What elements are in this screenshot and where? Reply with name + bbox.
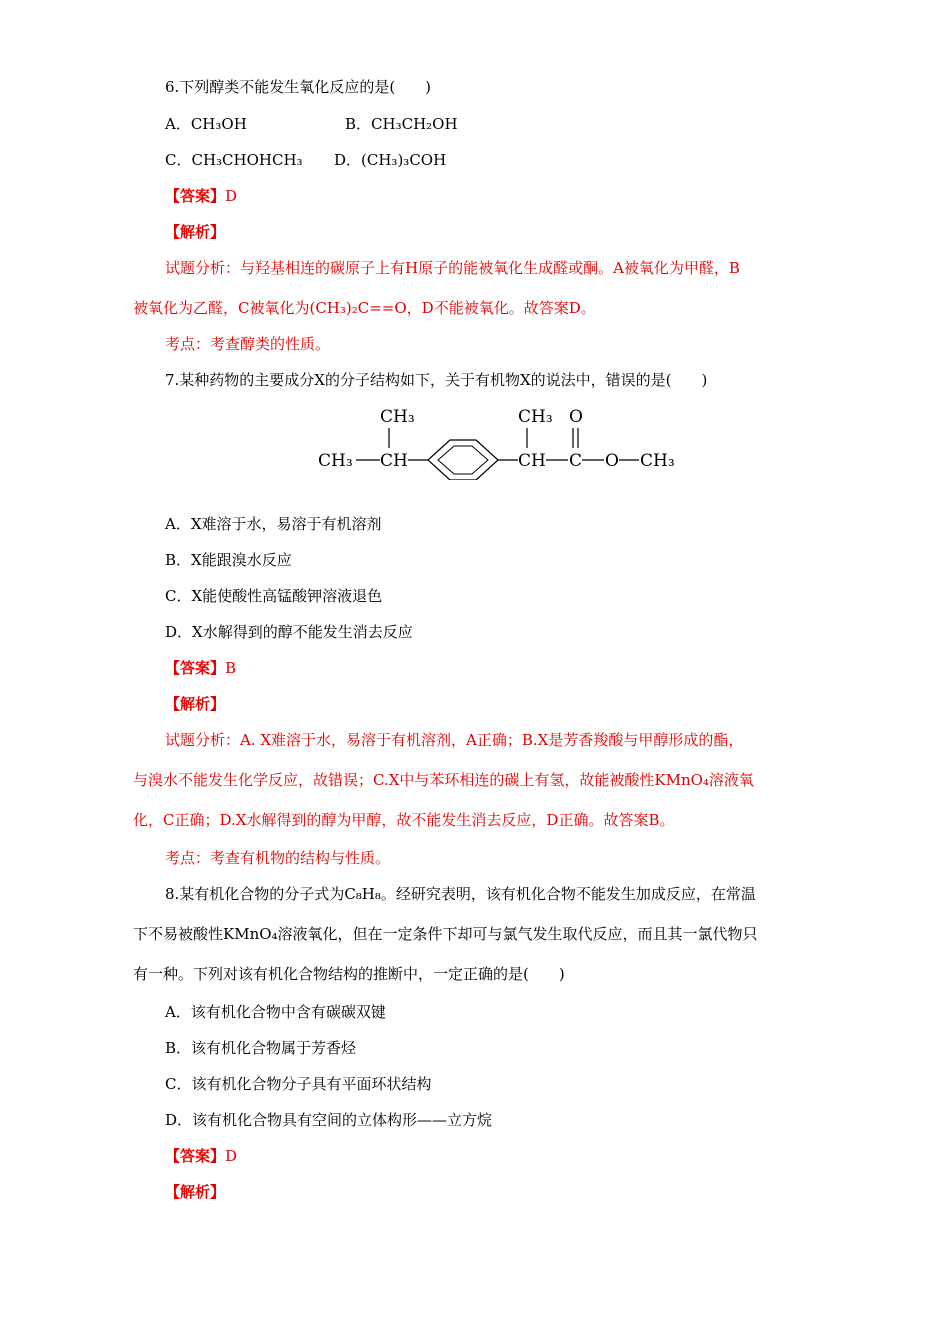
q7-answer: [165, 658, 236, 678]
q8-option-c: C．该有机化合物分子具有平面环状结构: [165, 1075, 432, 1093]
q6-answer: [165, 186, 237, 206]
q6-point: 考点：考查醇类的性质。: [165, 335, 331, 353]
q7-option-a: A．X难溶于水，易溶于有机溶剂: [165, 515, 382, 533]
answer-value: B: [225, 659, 237, 677]
q7-option-d: D．X水解得到的醇不能发生消去反应: [165, 623, 413, 641]
ch3-top-left: CH₃: [380, 407, 415, 427]
q7-analysis-tag: 【解析】: [165, 695, 226, 713]
q8-answer: [165, 1146, 237, 1166]
answer-tag: 【答案】: [165, 187, 226, 205]
q8-stem-line-1: 8.某有机化合物的分子式为C₈H₈。经研究表明，该有机化合物不能发生加成反应，在常温: [165, 885, 756, 903]
q7-analysis-line-2: 与溴水不能发生化学反应，故错误；C.X中与苯环相连的碳上有氢，故能被酸性KMnO₄溶液氧: [133, 771, 754, 789]
q7-analysis-line-1: 试题分析：A. X难溶于水，易溶于有机溶剂，A正确；B.X是芳香羧酸与甲醇形成的酯，: [165, 731, 744, 749]
q7-option-c: C．X能使酸性高锰酸钾溶液退色: [165, 587, 383, 605]
q6-option-a: A．CH₃OH: [165, 115, 247, 133]
answer-tag: 【答案】: [165, 1147, 226, 1165]
q6-option-c: C．CH₃CHOHCH₃: [165, 151, 303, 169]
q8-option-d: D．该有机化合物具有空间的立体构形——立方烷: [165, 1111, 493, 1129]
q8-analysis-tag: 【解析】: [165, 1183, 226, 1201]
q8-stem-line-3: 有一种。下列对该有机化合物结构的推断中，一定正确的是( ): [133, 965, 565, 983]
q6-analysis-line-1: 试题分析：与羟基相连的碳原子上有H原子的能被氧化生成醛或酮。A被氧化为甲醛，B: [165, 259, 740, 277]
answer-value: D: [225, 1147, 238, 1165]
q6-analysis-line-2: 被氧化为乙醛，C被氧化为(CH₃)₂C==O，D不能被氧化。故答案D。: [133, 299, 596, 317]
ch-right: CH: [518, 451, 546, 471]
answer-tag: 【答案】: [165, 659, 226, 677]
q7-molecule-structure: [310, 400, 690, 480]
answer-value: D: [225, 187, 238, 205]
q8-option-b: B．该有机化合物属于芳香烃: [165, 1039, 357, 1057]
q7-option-b: B．X能跟溴水反应: [165, 551, 292, 569]
c-carbonyl: C: [569, 451, 583, 471]
q6-option-b: B．CH₃CH₂OH: [345, 115, 458, 133]
q6-option-d: D．(CH₃)₃COH: [334, 151, 447, 169]
q7-point: 考点：考查有机物的结构与性质。: [165, 849, 391, 867]
o-ester: O: [605, 451, 619, 471]
ch3-end: CH₃: [640, 451, 675, 471]
q8-option-a: A．该有机化合物中含有碳碳双键: [165, 1003, 386, 1021]
o-carbonyl: O: [569, 407, 583, 427]
q7-stem: 7.某种药物的主要成分X的分子结构如下，关于有机物X的说法中，错误的是( ): [165, 371, 708, 389]
q6-analysis-tag: 【解析】: [165, 223, 226, 241]
q7-analysis-line-3: 化，C正确；D.X水解得到的醇为甲醇，故不能发生消去反应，D正确。故答案B。: [133, 811, 675, 829]
ch3-top-right: CH₃: [518, 407, 553, 427]
q8-stem-line-2: 下不易被酸性KMnO₄溶液氧化，但在一定条件下却可与氯气发生取代反应，而且其一氯代物只: [133, 925, 758, 943]
ch3-left: CH₃: [318, 451, 353, 471]
ch-left: CH: [380, 451, 408, 471]
q6-stem: 6.下列醇类不能发生氧化反应的是( ): [165, 78, 432, 96]
